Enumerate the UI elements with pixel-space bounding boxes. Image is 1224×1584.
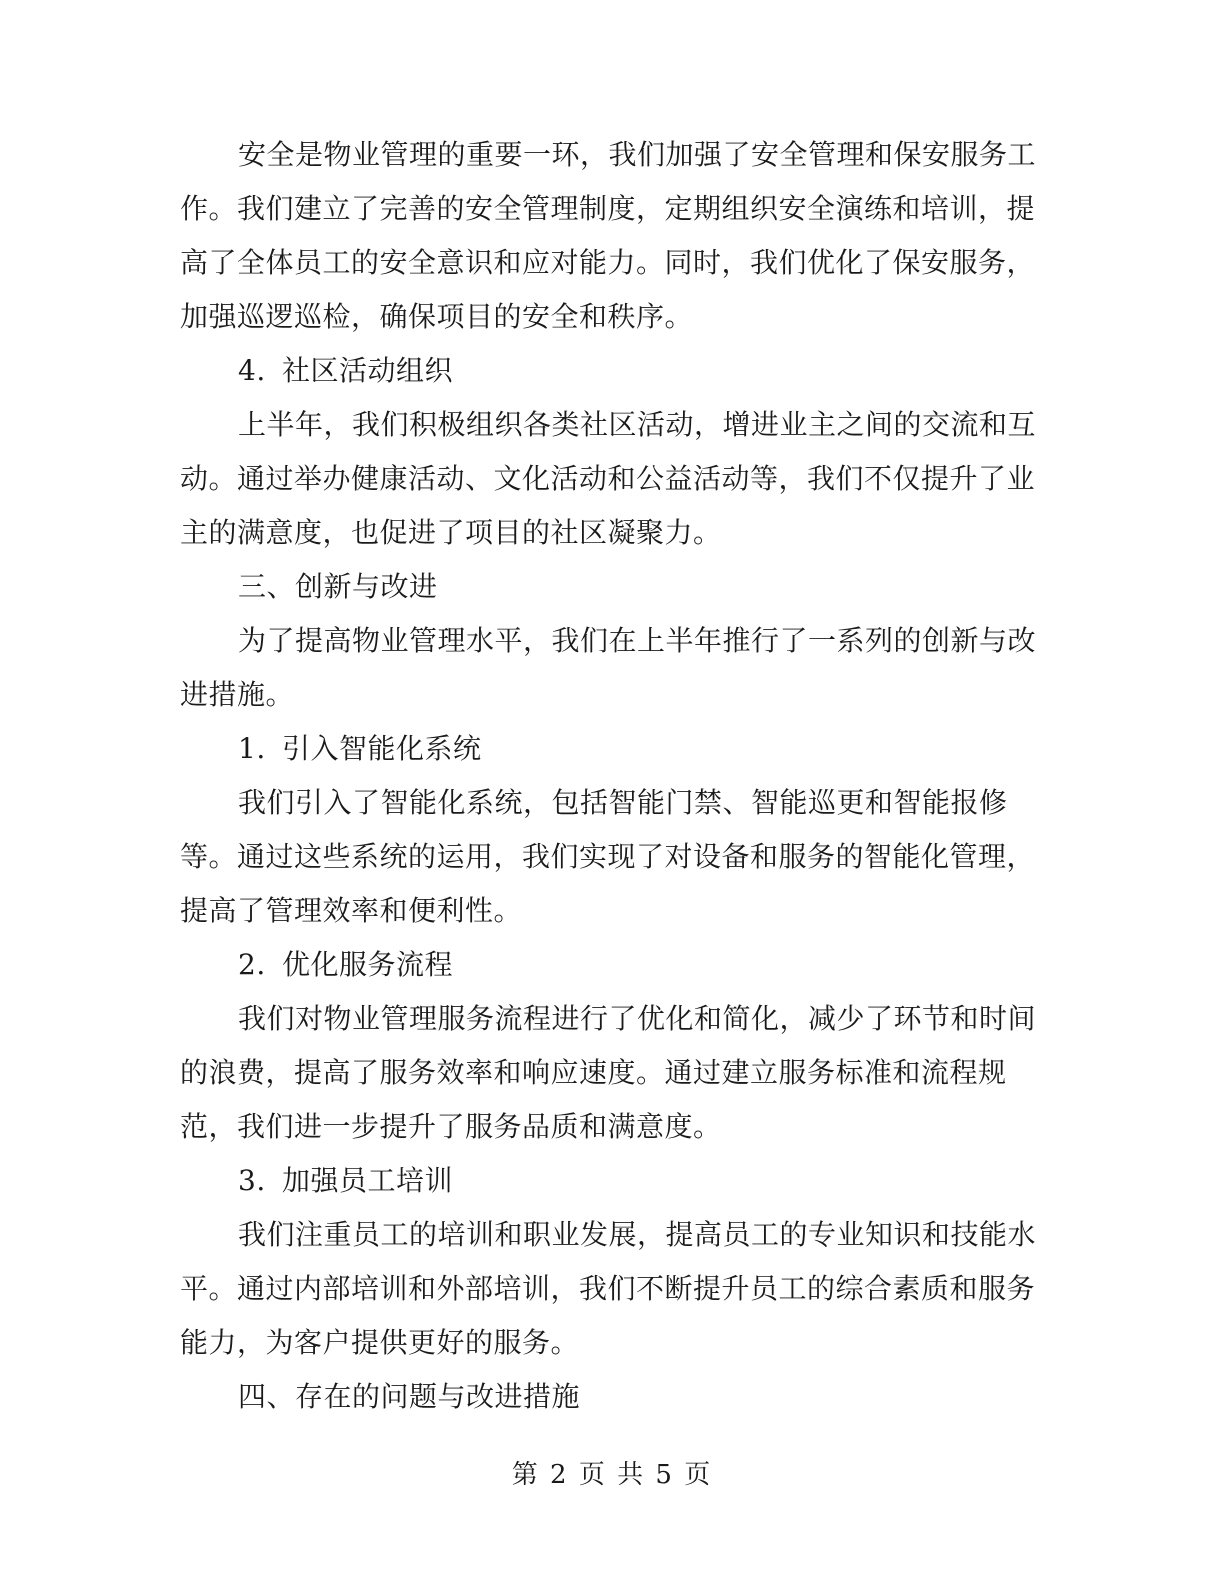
section-heading-innovation: 三、创新与改进	[238, 570, 438, 603]
text-line: 安全是物业管理的重要一环，我们加强了安全管理和保安服务工	[238, 138, 1037, 171]
subheading-text: 优化服务流程	[282, 948, 454, 981]
paragraph-innovation-intro	[180, 614, 1037, 722]
paragraph-staff-training	[180, 1208, 1037, 1370]
subheading-text: 引入智能化系统	[282, 732, 482, 765]
text-line: 高了全体员工的安全意识和应对能力。同时，我们优化了保安服务，	[180, 246, 1036, 279]
text-line: 动。通过举办健康活动、文化活动和公益活动等，我们不仅提升了业	[180, 462, 1036, 495]
subheading-smart-system	[180, 722, 1030, 776]
subheading-community-activities	[180, 344, 1030, 398]
text-line: 我们对物业管理服务流程进行了优化和简化，减少了环节和时间	[238, 1002, 1037, 1035]
subheading-number: 3.	[238, 1164, 266, 1197]
subheading-number: 2.	[238, 948, 266, 981]
text-line: 作。我们建立了完善的安全管理制度，定期组织安全演练和培训，提	[180, 192, 1036, 225]
text-line: 能力，为客户提供更好的服务。	[180, 1326, 580, 1359]
text-line: 主的满意度，也促进了项目的社区凝聚力。	[180, 516, 722, 549]
paragraph-service-process	[180, 992, 1037, 1154]
text-line: 进措施。	[180, 678, 295, 711]
text-line: 我们注重员工的培训和职业发展，提高员工的专业知识和技能水	[238, 1218, 1037, 1251]
text-line: 的浪费，提高了服务效率和响应速度。通过建立服务标准和流程规	[180, 1056, 1007, 1089]
page-number-footer: 第 2 页 共 5 页	[511, 1460, 713, 1490]
paragraph-security	[180, 128, 1037, 344]
subheading-service-process	[180, 938, 1030, 992]
section-heading-problems: 四、存在的问题与改进措施	[238, 1380, 581, 1413]
subheading-number: 4.	[238, 354, 266, 387]
text-line: 我们引入了智能化系统，包括智能门禁、智能巡更和智能报修	[238, 786, 1008, 819]
text-line: 上半年，我们积极组织各类社区活动，增进业主之间的交流和互	[238, 408, 1037, 441]
paragraph-community	[180, 398, 1037, 560]
document-body	[180, 128, 1037, 1424]
text-line: 范，我们进一步提升了服务品质和满意度。	[180, 1110, 722, 1143]
subheading-staff-training	[180, 1154, 1030, 1208]
text-line: 平。通过内部培训和外部培训，我们不断提升员工的综合素质和服务	[180, 1272, 1036, 1305]
subheading-text: 社区活动组织	[282, 354, 454, 387]
paragraph-smart-system	[180, 776, 1036, 938]
text-line: 提高了管理效率和便利性。	[180, 894, 523, 927]
text-line: 加强巡逻巡检，确保项目的安全和秩序。	[180, 300, 694, 333]
subheading-text: 加强员工培训	[282, 1164, 454, 1197]
text-line: 等。通过这些系统的运用，我们实现了对设备和服务的智能化管理，	[180, 840, 1036, 873]
subheading-number: 1.	[238, 732, 266, 765]
text-line: 为了提高物业管理水平，我们在上半年推行了一系列的创新与改	[238, 624, 1037, 657]
